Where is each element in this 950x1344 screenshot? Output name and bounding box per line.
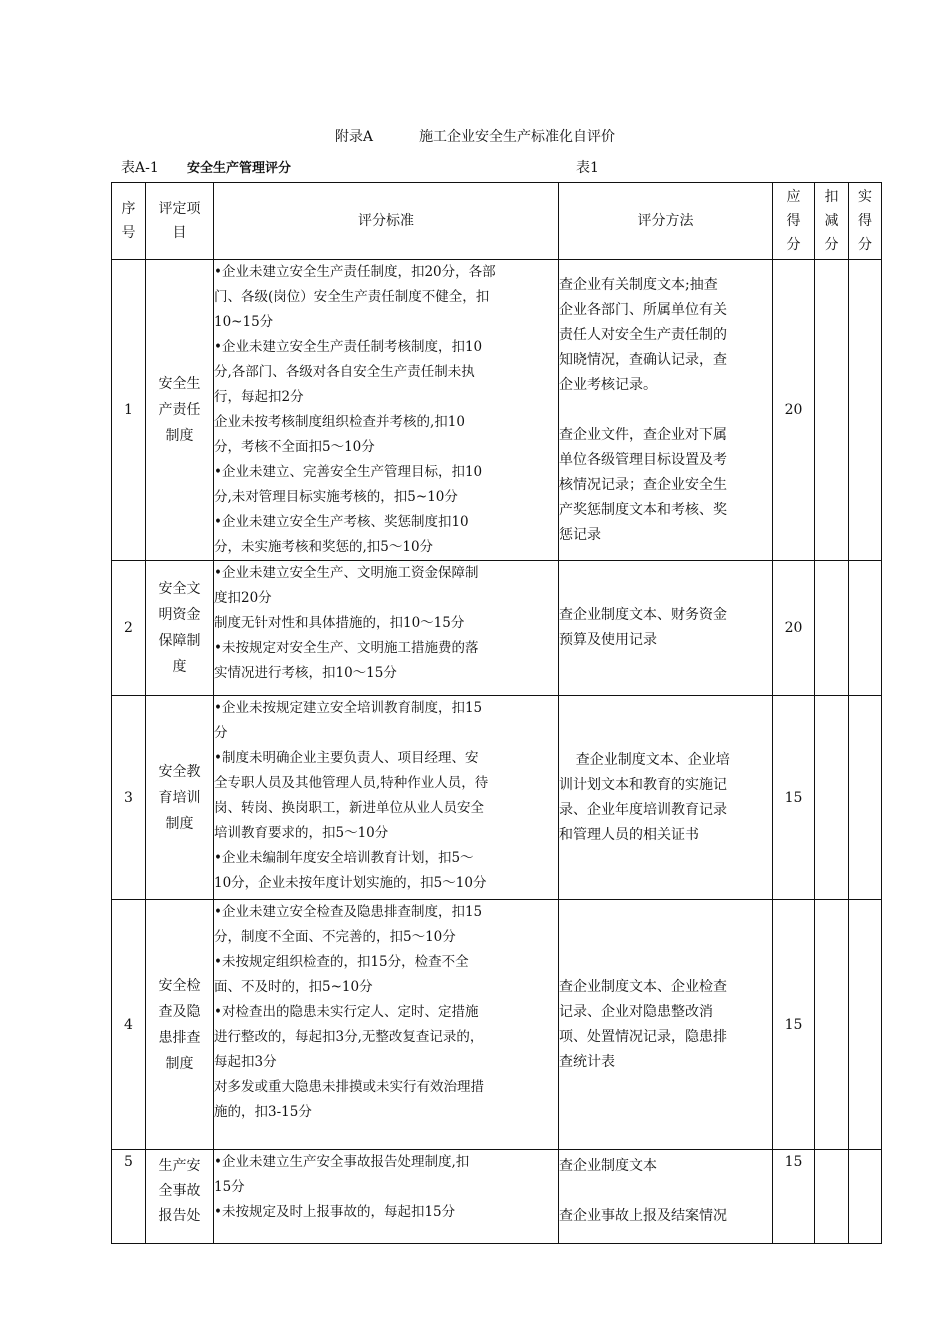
cell-criteria <box>214 1150 559 1244</box>
method-line: 训计划文本和教育的实施记 <box>559 776 727 793</box>
header-due <box>773 183 815 260</box>
criteria-line: •未按规定及时上报事故的，每起扣15分 <box>214 1204 456 1220</box>
cell-deduct-score <box>815 260 849 561</box>
cell-deduct-score <box>815 561 849 696</box>
cell-item: 生产安 全事故 报告处 <box>146 1150 214 1244</box>
method-line: 单位各级管理目标设置及考 <box>559 451 727 468</box>
header-method: 评分方法 <box>559 183 773 260</box>
table-row <box>112 900 882 1150</box>
cell-deduct-score <box>815 696 849 900</box>
cell-due-score: 15 <box>773 696 815 900</box>
table-row <box>112 260 882 561</box>
criteria-line: 分,各部门、各级对各自安全生产责任制未执 <box>214 364 475 380</box>
cell-seq: 2 <box>112 561 146 696</box>
cell-criteria <box>214 696 559 900</box>
criteria-line: •企业未建立生产安全事故报告处理制度,扣 <box>214 1154 470 1170</box>
method-line: 录、企业年度培训教育记录 <box>559 801 727 818</box>
criteria-line: 企业未按考核制度组织检查并考核的,扣10 <box>214 414 465 430</box>
cell-item: 安全教 育培训 制度 <box>146 696 214 900</box>
table-body <box>112 260 882 1244</box>
appendix-label: 附录A <box>334 129 374 145</box>
criteria-line: 度扣20分 <box>214 590 272 606</box>
cell-item: 安全检 查及隐 患排查 制度 <box>146 900 214 1150</box>
cell-method <box>559 696 773 900</box>
criteria-line: 培训教育要求的，扣5～10分 <box>214 825 389 841</box>
header-actual <box>849 183 882 260</box>
method-line: 和管理人员的相关证书 <box>559 826 699 843</box>
criteria-line: •企业未建立、完善安全生产管理目标，扣10 <box>214 464 483 480</box>
cell-actual-score <box>849 1150 882 1244</box>
criteria-line: •企业未建立安全生产、文明施工资金保障制 <box>214 565 479 581</box>
method-line: 预算及使用记录 <box>559 632 657 648</box>
header-item <box>146 183 214 260</box>
criteria-line: 分,未对管理目标实施考核的，扣5~10分 <box>214 489 458 505</box>
criteria-line: 分，未实施考核和奖惩的,扣5～10分 <box>214 539 434 555</box>
cell-item: 安全文 明资金 保障制 度 <box>146 561 214 696</box>
cell-actual-score <box>849 260 882 561</box>
header-seq <box>112 183 146 260</box>
criteria-line: •企业未编制年度安全培训教育计划，扣5～ <box>214 850 474 866</box>
cell-seq: 4 <box>112 900 146 1150</box>
criteria-line: 分，制度不全面、不完善的，扣5～10分 <box>214 929 456 945</box>
method-line: 记录、企业对隐患整改消 <box>559 1003 713 1020</box>
cell-seq: 1 <box>112 260 146 561</box>
criteria-line: •未按规定对安全生产、文明施工措施费的落 <box>214 640 479 656</box>
criteria-line: 岗、转岗、换岗职工，新进单位从业人员安全 <box>214 800 484 816</box>
cell-deduct-score <box>815 900 849 1150</box>
method-line: 查企业有关制度文本;抽查 <box>559 276 718 293</box>
criteria-line: 分，考核不全面扣5～10分 <box>214 439 375 455</box>
criteria-line: •企业未建立安全检查及隐患排查制度，扣15 <box>214 904 483 920</box>
criteria-line: •企业未建立安全生产责任制度，扣20分，各部 <box>214 264 496 280</box>
cell-due-score: 15 <box>773 1150 815 1244</box>
method-line: 企业考核记录。 <box>559 376 657 393</box>
table-number: 表1 <box>576 160 599 176</box>
criteria-line: 15分 <box>214 1179 245 1195</box>
header-due-label: 应 得 分 <box>786 189 801 253</box>
method-line: 责任人对安全生产责任制的 <box>559 326 727 343</box>
appendix-title <box>0 126 950 146</box>
method-line: 查企业制度文本 <box>559 1158 657 1174</box>
cell-criteria <box>214 561 559 696</box>
table-row <box>112 1150 882 1244</box>
table-row <box>112 561 882 696</box>
criteria-line: 制度无针对性和具体措施的，扣10～15分 <box>214 615 465 631</box>
criteria-line: 10~15分 <box>214 314 274 330</box>
header-actual-label: 实 得 分 <box>858 189 872 253</box>
criteria-line: •对检查出的隐患未实行定人、定时、定措施 <box>214 1004 479 1020</box>
cell-criteria <box>214 900 559 1150</box>
method-line: 核情况记录；查企业安全生 <box>559 476 727 493</box>
cell-criteria <box>214 260 559 561</box>
method-line: 产奖惩制度文本和考核、奖 <box>559 501 727 518</box>
method-line <box>559 398 772 423</box>
cell-item: 安全生 产责任 制度 <box>146 260 214 561</box>
cell-method <box>559 900 773 1150</box>
cell-actual-score <box>849 900 882 1150</box>
cell-seq: 3 <box>112 696 146 900</box>
method-line: 企业各部门、所属单位有关 <box>559 301 727 318</box>
criteria-line: 行，每起扣2分 <box>214 389 304 405</box>
table-row <box>112 696 882 900</box>
header-item-label: 评定项 目 <box>158 201 201 241</box>
method-line: 惩记录 <box>559 526 601 543</box>
criteria-line: 门、各级(岗位）安全生产责任制度不健全，扣 <box>214 289 490 305</box>
method-line <box>559 1179 772 1204</box>
header-deduct <box>815 183 849 260</box>
cell-due-score: 20 <box>773 561 815 696</box>
header-seq-label: 序 号 <box>121 201 136 241</box>
header-deduct-label: 扣 减 分 <box>824 189 839 253</box>
method-line: 查统计表 <box>559 1053 615 1070</box>
criteria-line: 施的，扣3-15分 <box>214 1104 312 1120</box>
table-code: 表A-1 <box>121 160 159 176</box>
header-criteria: 评分标准 <box>214 183 559 260</box>
criteria-line: •企业未建立安全生产考核、奖惩制度扣10 <box>214 514 469 530</box>
cell-method <box>559 1150 773 1244</box>
header-row <box>112 183 882 260</box>
criteria-line: 全专职人员及其他管理人员,特种作业人员，待 <box>214 775 489 791</box>
criteria-line: 进行整改的，每起扣3分,无整改复查记录的， <box>214 1029 484 1045</box>
method-line: 查企业事故上报及结案情况 <box>559 1208 727 1224</box>
method-line: 查企业制度文本、财务资金 <box>559 607 727 623</box>
cell-deduct-score <box>815 1150 849 1244</box>
cell-actual-score <box>849 696 882 900</box>
cell-due-score: 15 <box>773 900 815 1150</box>
method-line: 查企业制度文本、企业培 <box>575 751 730 768</box>
criteria-line: •制度未明确企业主要负责人、项目经理、安 <box>214 750 479 766</box>
criteria-line: •未按规定组织检查的，扣15分，检查不全 <box>214 954 469 970</box>
cell-seq: 5 <box>112 1150 146 1244</box>
method-line: 查企业文件，查企业对下属 <box>559 426 727 443</box>
table-title: 安全生产管理评分 <box>187 161 292 176</box>
cell-method <box>559 561 773 696</box>
score-table <box>111 182 882 1244</box>
cell-actual-score <box>849 561 882 696</box>
method-line: 知晓情况，查确认记录，查 <box>559 351 727 368</box>
criteria-line: •企业未按规定建立安全培训教育制度，扣15 <box>214 700 483 716</box>
appendix-heading: 施工企业安全生产标准化自评价 <box>419 129 616 145</box>
criteria-line: •企业未建立安全生产责任制考核制度，扣10 <box>214 339 483 355</box>
criteria-line: 分 <box>214 725 228 741</box>
cell-method <box>559 260 773 561</box>
criteria-line: 对多发或重大隐患未排摸或未实行有效治理措 <box>214 1079 484 1095</box>
method-line: 项、处置情况记录，隐患排 <box>559 1028 727 1045</box>
criteria-line: 每起扣3分 <box>214 1054 277 1070</box>
criteria-line: 10分，企业未按年度计划实施的，扣5～10分 <box>214 875 487 891</box>
cell-due-score: 20 <box>773 260 815 561</box>
criteria-line: 面、不及时的，扣5~10分 <box>214 979 373 995</box>
method-line: 查企业制度文本、企业检查 <box>559 978 727 995</box>
criteria-line: 实情况进行考核，扣10～15分 <box>214 665 397 681</box>
